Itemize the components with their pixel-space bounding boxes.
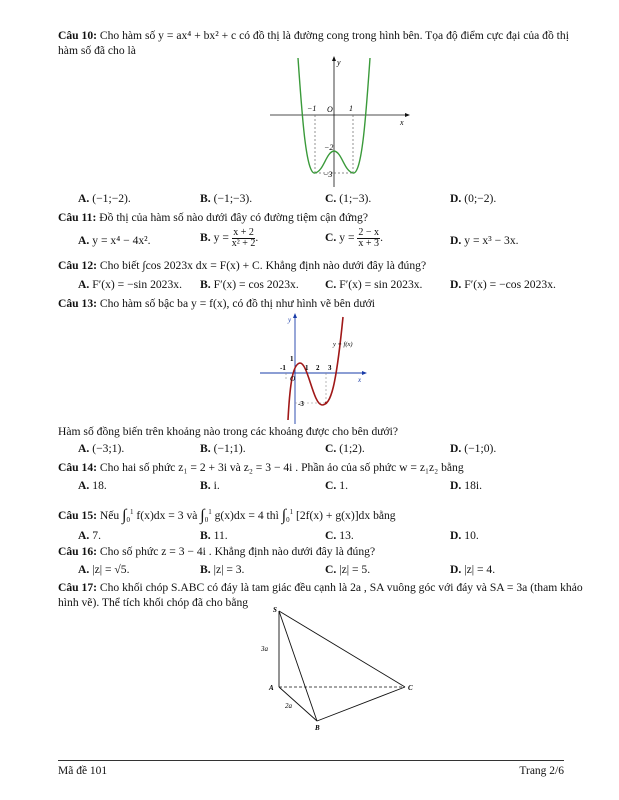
option-d[interactable]: D. F′(x) = −cos 2023x. [450,278,556,291]
option-c[interactable]: C. (1;2). [325,442,365,455]
option-b[interactable]: B. (−1;−3). [200,192,253,205]
svg-text:x: x [400,118,404,127]
svg-text:−3: −3 [323,170,333,179]
svg-text:3a: 3a [261,645,268,653]
question-16 [58,544,589,559]
option-c[interactable]: C. y = $\frac{2 - x}{x + 3}$ . [325,227,383,249]
integral-sign: ∫ [122,507,127,525]
integral-sign: ∫ [200,507,205,525]
option-b[interactable]: B. i. [200,479,220,492]
option-a[interactable]: A. 7. [78,529,101,542]
question-text: Cho hàm số bậc ba y = f(x), có đồ thị như hình vẽ bên dưới [99,297,375,310]
question-text: Cho khối chóp S.ABC có đáy là tam giác đều cạnh là 2a , SA vuông góc với đáy và SA = 3a (tham khảo hình vẽ). Thể tích khối chóp đã cho bằng [58,581,583,609]
svg-text:−1: −1 [307,104,317,113]
option-c[interactable]: C. (1;−3). [325,192,372,205]
svg-text:3: 3 [328,364,332,372]
svg-text:O: O [290,375,296,383]
question-text: Cho biết ∫cos 2023x dx = F(x) + C. Khẳng định nào dưới đây là đúng? [99,259,427,272]
pyramid-figure [255,603,425,733]
svg-text:y: y [288,316,292,324]
question-14 [58,460,589,475]
svg-text:2a: 2a [285,702,292,710]
option-a[interactable]: A. (−3;1). [78,442,125,455]
options-q15 [78,527,589,545]
option-d[interactable]: D. (−1;0). [450,442,497,455]
option-c[interactable]: C. F′(x) = sin 2023x. [325,278,423,291]
option-b[interactable]: B. 11. [200,529,228,542]
question-label: Câu 10: [58,29,97,42]
page-footer [58,760,564,777]
svg-text:x: x [358,376,362,384]
option-b[interactable]: B. y = $\frac{x + 2}{\text{x² + 2}}$ . [200,227,259,249]
option-c[interactable]: C. 1. [325,479,348,492]
question-10 [58,28,589,58]
svg-text:1: 1 [305,364,309,372]
question-label: Câu 17: [58,581,97,594]
question-13 [58,296,589,311]
option-b[interactable]: B. |z| = 3. [200,563,245,576]
options-q14 [78,477,589,495]
option-a[interactable]: A. y = x⁴ − 4x². [78,234,151,247]
question-13-prompt: Hàm số đồng biến trên khoảng nào trong các khoảng được cho bên dưới? [58,425,399,438]
option-d[interactable]: D. |z| = 4. [450,563,496,576]
option-d[interactable]: D. 18i. [450,479,482,492]
question-label: Câu 15: [58,508,97,522]
option-c[interactable]: C. 13. [325,529,354,542]
options-q10 [78,190,589,208]
option-a[interactable]: A. |z| = √5. [78,563,130,576]
svg-text:B: B [315,724,320,732]
options-q16 [78,561,589,579]
quartic-graph [260,55,410,190]
svg-text:2: 2 [316,364,320,372]
option-d[interactable]: D. (0;−2). [450,192,497,205]
option-c[interactable]: C. |z| = 5. [325,563,371,576]
svg-text:-3: -3 [298,400,304,408]
option-d[interactable]: D. 10. [450,529,479,542]
question-text: Cho hai số phức z₁ = 2 + 3i và z₂ = 3 − 4i . Phần ảo của số phức w = z₁z₂ bằng [99,461,464,474]
svg-text:O: O [327,105,333,114]
option-d[interactable]: D. y = x³ − 3x. [450,234,519,247]
options-q12 [78,276,589,294]
option-b[interactable]: B. (−1;1). [200,442,246,455]
integral-sign: ∫ [281,507,287,525]
cubic-graph [258,312,368,424]
svg-text:y: y [337,58,341,67]
question-15: Câu 15: Nếu $\int_0^1$ f(x)dx = 3 và $\int_0^1$ g(x)dx = 4 thì $\int_0^1$ [2f(x) + g(x)]dx bằng [58,507,396,525]
option-b[interactable]: B. F′(x) = cos 2023x. [200,278,299,291]
exam-code: Mã đề 101 [58,765,108,777]
options-q13 [78,440,589,458]
question-label: Câu 14: [58,461,97,474]
question-text: Cho hàm số y = ax⁴ + bx² + c có đồ thị là đường cong trong hình bên. Tọa độ điểm cực đại của đồ thị hàm số đã cho là [58,29,569,57]
svg-text:y = f(x): y = f(x) [333,341,353,348]
svg-text:-1: -1 [280,364,286,372]
options-q11 [78,228,589,254]
svg-text:−2: −2 [324,143,334,152]
svg-text:1: 1 [290,355,294,363]
question-12 [58,258,589,273]
question-label: Câu 16: [58,545,97,558]
question-label: Câu 12: [58,259,97,272]
question-text: Đồ thị của hàm số nào dưới đây có đường tiệm cận đứng? [99,211,368,224]
question-label: Câu 13: [58,297,97,310]
svg-text:C: C [408,684,413,692]
question-label: Câu 11: [58,211,97,224]
question-11 [58,210,589,225]
option-a[interactable]: A. (−1;−2). [78,192,131,205]
option-a[interactable]: A. F′(x) = −sin 2023x. [78,278,182,291]
page-number: Trang 2/6 [519,765,564,777]
svg-text:S: S [273,606,277,614]
svg-text:1: 1 [349,104,353,113]
option-a[interactable]: A. 18. [78,479,107,492]
svg-text:A: A [269,684,274,692]
question-text: Cho số phức z = 3 − 4i . Khẳng định nào dưới đây là đúng? [99,545,376,558]
